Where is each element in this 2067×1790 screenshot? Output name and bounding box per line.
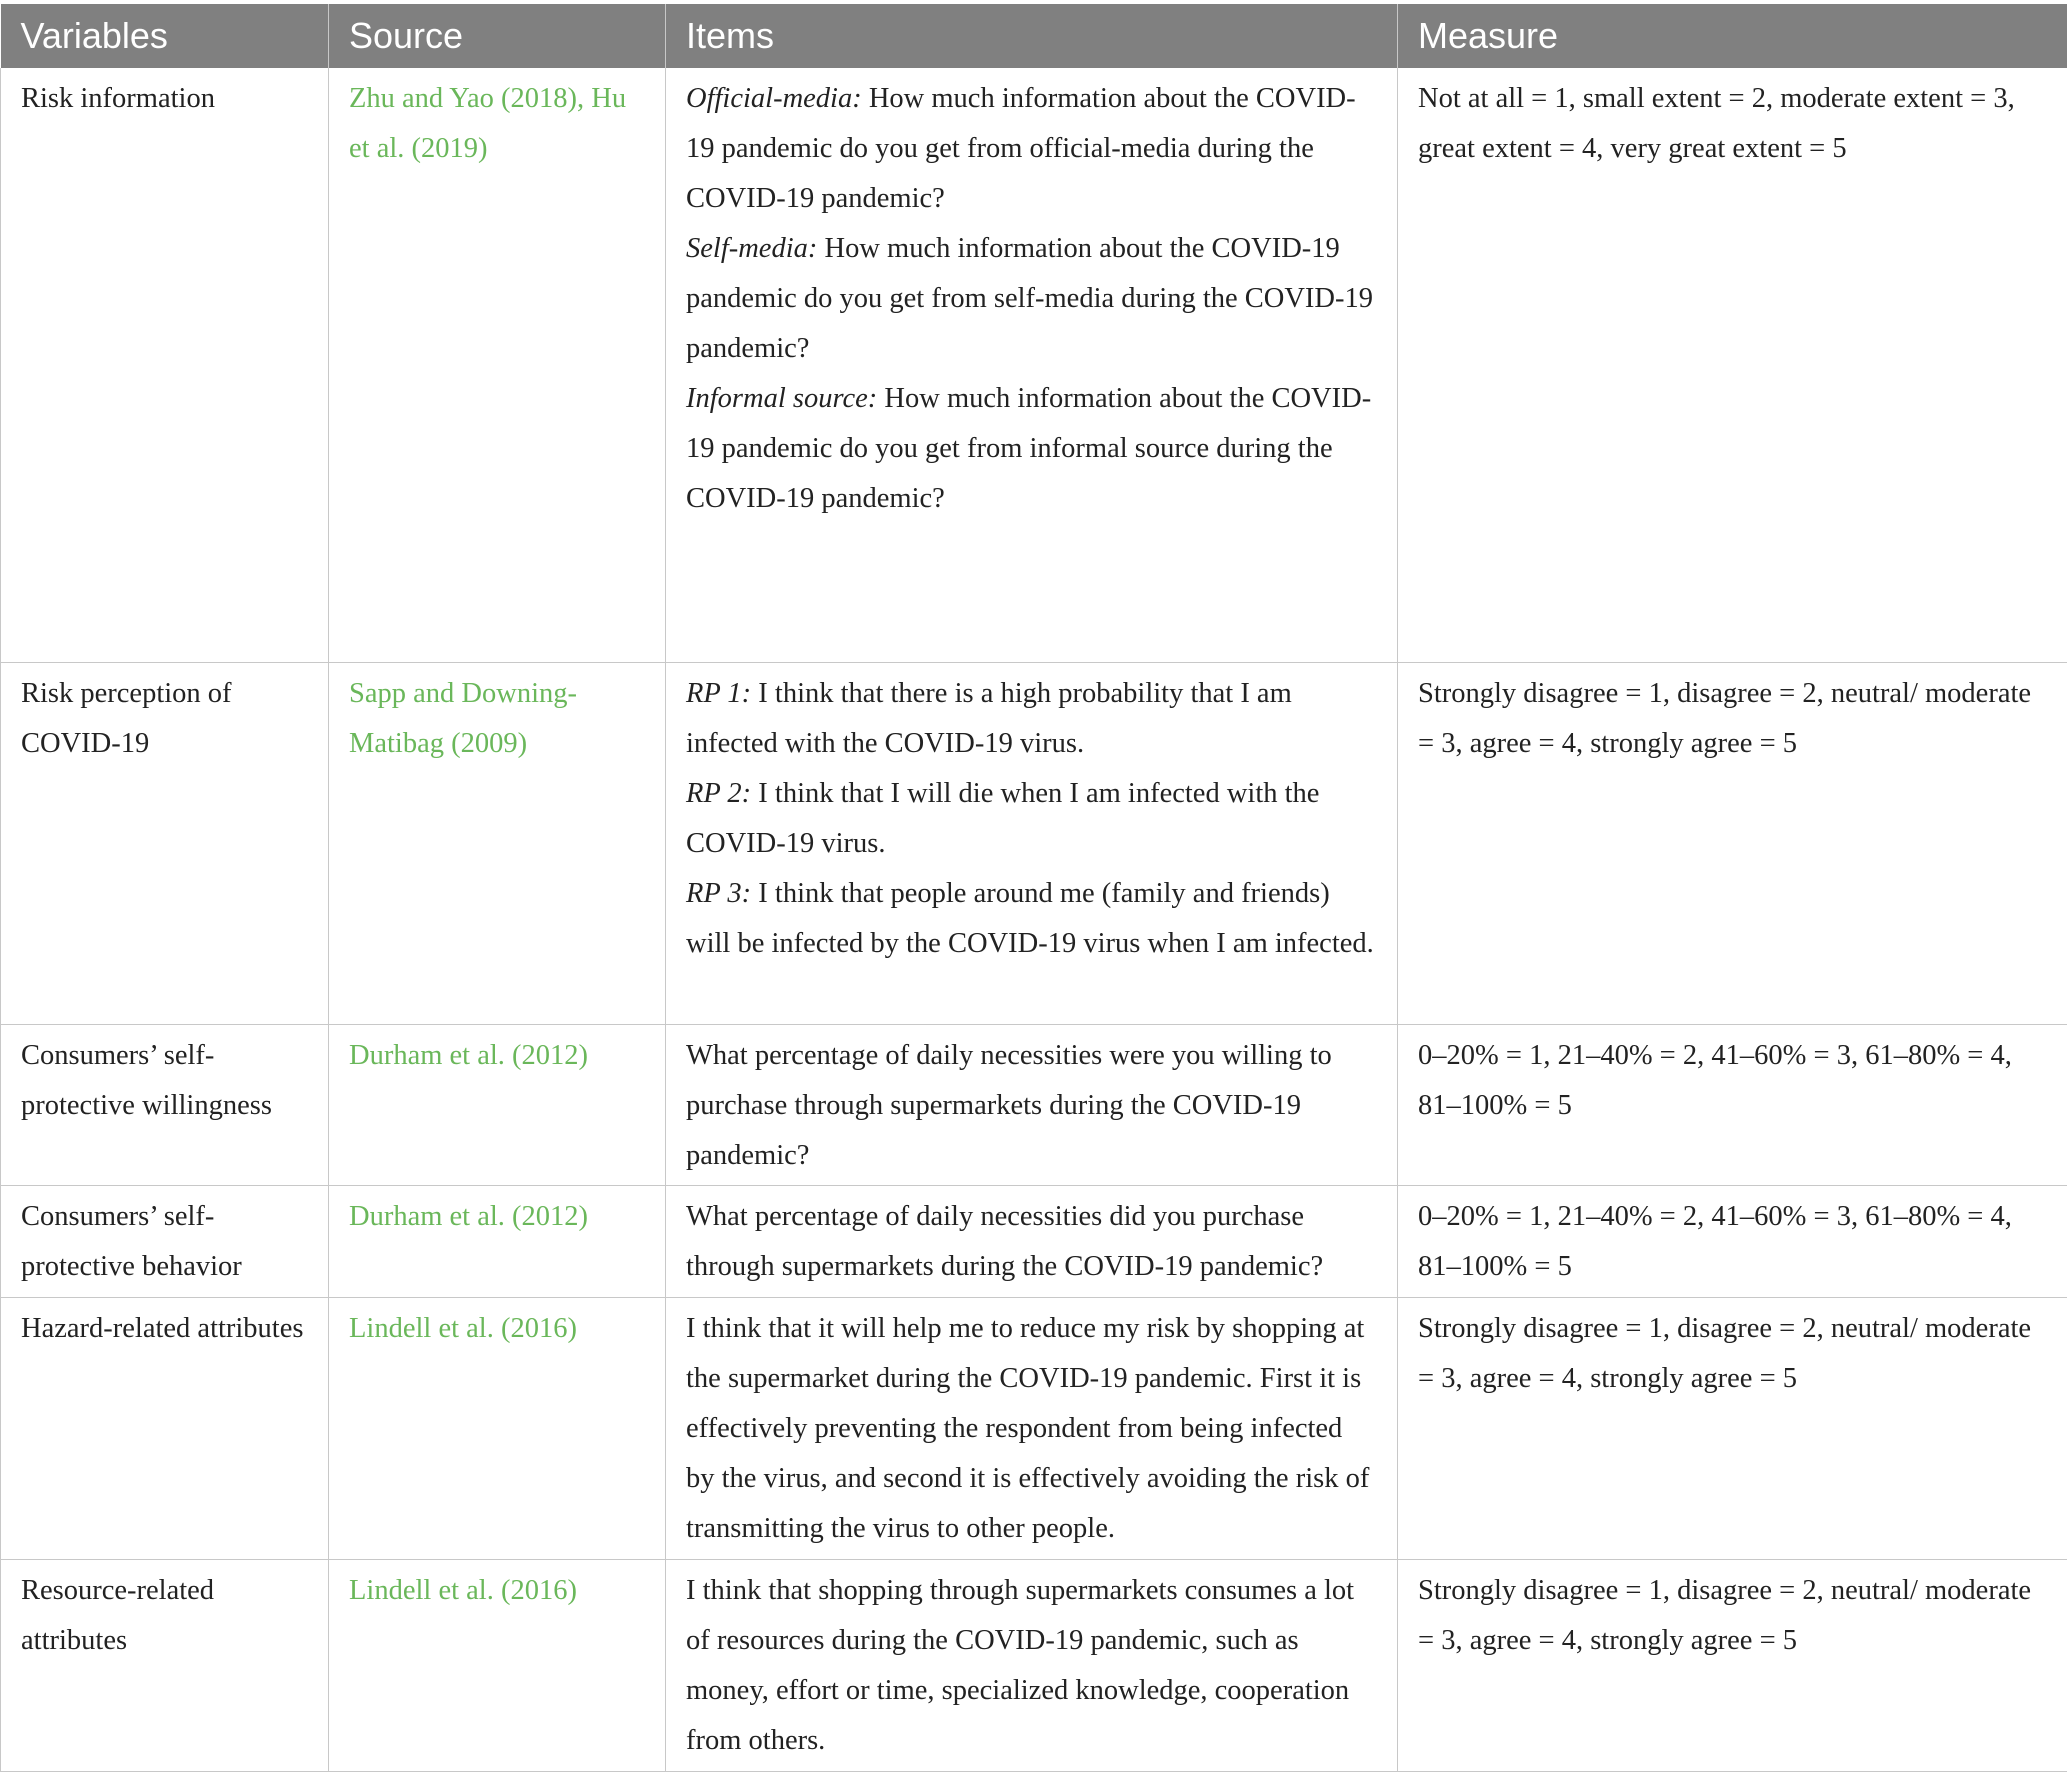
items-cell (666, 1185, 1398, 1297)
item-entry (686, 1304, 1377, 1554)
item-label: RP 3: (686, 877, 752, 909)
item-text: I think that I will die when I am infected with the COVID-19 virus. (686, 777, 1320, 859)
item-text: I think that shopping through supermarkets consumes a lot of resources during the COVID-19 pandemic, such as money, effort or time, specialized knowledge, cooperation from others. (686, 1574, 1355, 1756)
item-entry (686, 1031, 1377, 1181)
item-label: Official-media: (686, 83, 862, 114)
item-text: What percentage of daily necessities were you willing to purchase through supermarkets during the COVID-19 pandemic? (686, 1039, 1332, 1171)
measure-cell: 0–20% = 1, 21–40% = 2, 41–60% = 3, 61–80% = 4, 81–100% = 5 (1398, 1185, 2067, 1297)
table-row (1, 1185, 2067, 1297)
table-row (1, 1559, 2067, 1771)
header-variables: Variables (1, 4, 329, 68)
item-entry (686, 224, 1377, 374)
table-row (1, 68, 2067, 662)
header-row (1, 4, 2067, 68)
item-entry (686, 769, 1377, 869)
item-label: RP 1: (686, 677, 752, 709)
header-source: Source (329, 4, 666, 68)
table-body (1, 68, 2067, 1771)
measure-cell: 0–20% = 1, 21–40% = 2, 41–60% = 3, 61–80% = 4, 81–100% = 5 (1398, 1024, 2067, 1185)
measure-cell: Strongly disagree = 1, disagree = 2, neutral/ moderate = 3, agree = 4, strongly agree = 5 (1398, 1559, 2067, 1771)
source-link[interactable]: Lindell et al. (2016) (329, 1559, 666, 1771)
variable-cell: Risk information (1, 68, 329, 662)
item-entry (686, 1192, 1377, 1292)
table-header (1, 4, 2067, 68)
table-row (1, 662, 2067, 1024)
header-items: Items (666, 4, 1398, 68)
item-text: What percentage of daily necessities did you purchase through supermarkets during the COVID-19 pandemic? (686, 1200, 1324, 1282)
measure-cell: Strongly disagree = 1, disagree = 2, neutral/ moderate = 3, agree = 4, strongly agree = 5 (1398, 1297, 2067, 1559)
item-text: I think that people around me (family and friends) will be infected by the COVID-19 virus when I am infected. (686, 877, 1374, 959)
source-link[interactable]: Durham et al. (2012) (329, 1185, 666, 1297)
item-text: How much information about the COVID-19 pandemic do you get from informal source during the COVID-19 pandemic? (686, 383, 1372, 514)
items-cell (666, 1559, 1398, 1771)
items-cell (666, 68, 1398, 662)
item-entry (686, 374, 1377, 524)
item-text: I think that there is a high probability that I am infected with the COVID-19 virus. (686, 677, 1292, 759)
source-link[interactable]: Durham et al. (2012) (329, 1024, 666, 1185)
items-cell (666, 1024, 1398, 1185)
measure-cell: Not at all = 1, small extent = 2, moderate extent = 3, great extent = 4, very great extent = 5 (1398, 68, 2067, 662)
item-label: Self-media: (686, 233, 818, 264)
item-entry (686, 869, 1377, 969)
variable-cell: Risk perception of COVID-19 (1, 662, 329, 1024)
measure-cell: Strongly disagree = 1, disagree = 2, neutral/ moderate = 3, agree = 4, strongly agree = 5 (1398, 662, 2067, 1024)
variables-table (0, 4, 2067, 1772)
table-row (1, 1297, 2067, 1559)
items-cell (666, 1297, 1398, 1559)
item-text: How much information about the COVID-19 pandemic do you get from self-media during the COVID-19 pandemic? (686, 233, 1373, 364)
variable-cell: Hazard-related attributes (1, 1297, 329, 1559)
item-label: RP 2: (686, 777, 752, 809)
variable-cell: Resource-related attributes (1, 1559, 329, 1771)
variable-cell: Consumers’ self-protective willingness (1, 1024, 329, 1185)
header-measure: Measure (1398, 4, 2067, 68)
item-label: Informal source: (686, 383, 878, 414)
table-row (1, 1024, 2067, 1185)
item-text: How much information about the COVID-19 pandemic do you get from official-media during the COVID-19 pandemic? (686, 83, 1356, 214)
items-cell (666, 662, 1398, 1024)
source-link[interactable]: Sapp and Downing-Matibag (2009) (329, 662, 666, 1024)
item-text: I think that it will help me to reduce my risk by shopping at the supermarket during the COVID-19 pandemic. First it is effectively preventing the respondent from being infected by the virus, and second it is effectively avoiding the risk of transmitting the virus to other people. (686, 1312, 1370, 1544)
source-link[interactable]: Zhu and Yao (2018), Hu et al. (2019) (329, 68, 666, 662)
item-entry (686, 669, 1377, 769)
variable-cell: Consumers’ self-protective behavior (1, 1185, 329, 1297)
source-link[interactable]: Lindell et al. (2016) (329, 1297, 666, 1559)
item-entry (686, 74, 1377, 224)
item-entry (686, 1566, 1377, 1766)
